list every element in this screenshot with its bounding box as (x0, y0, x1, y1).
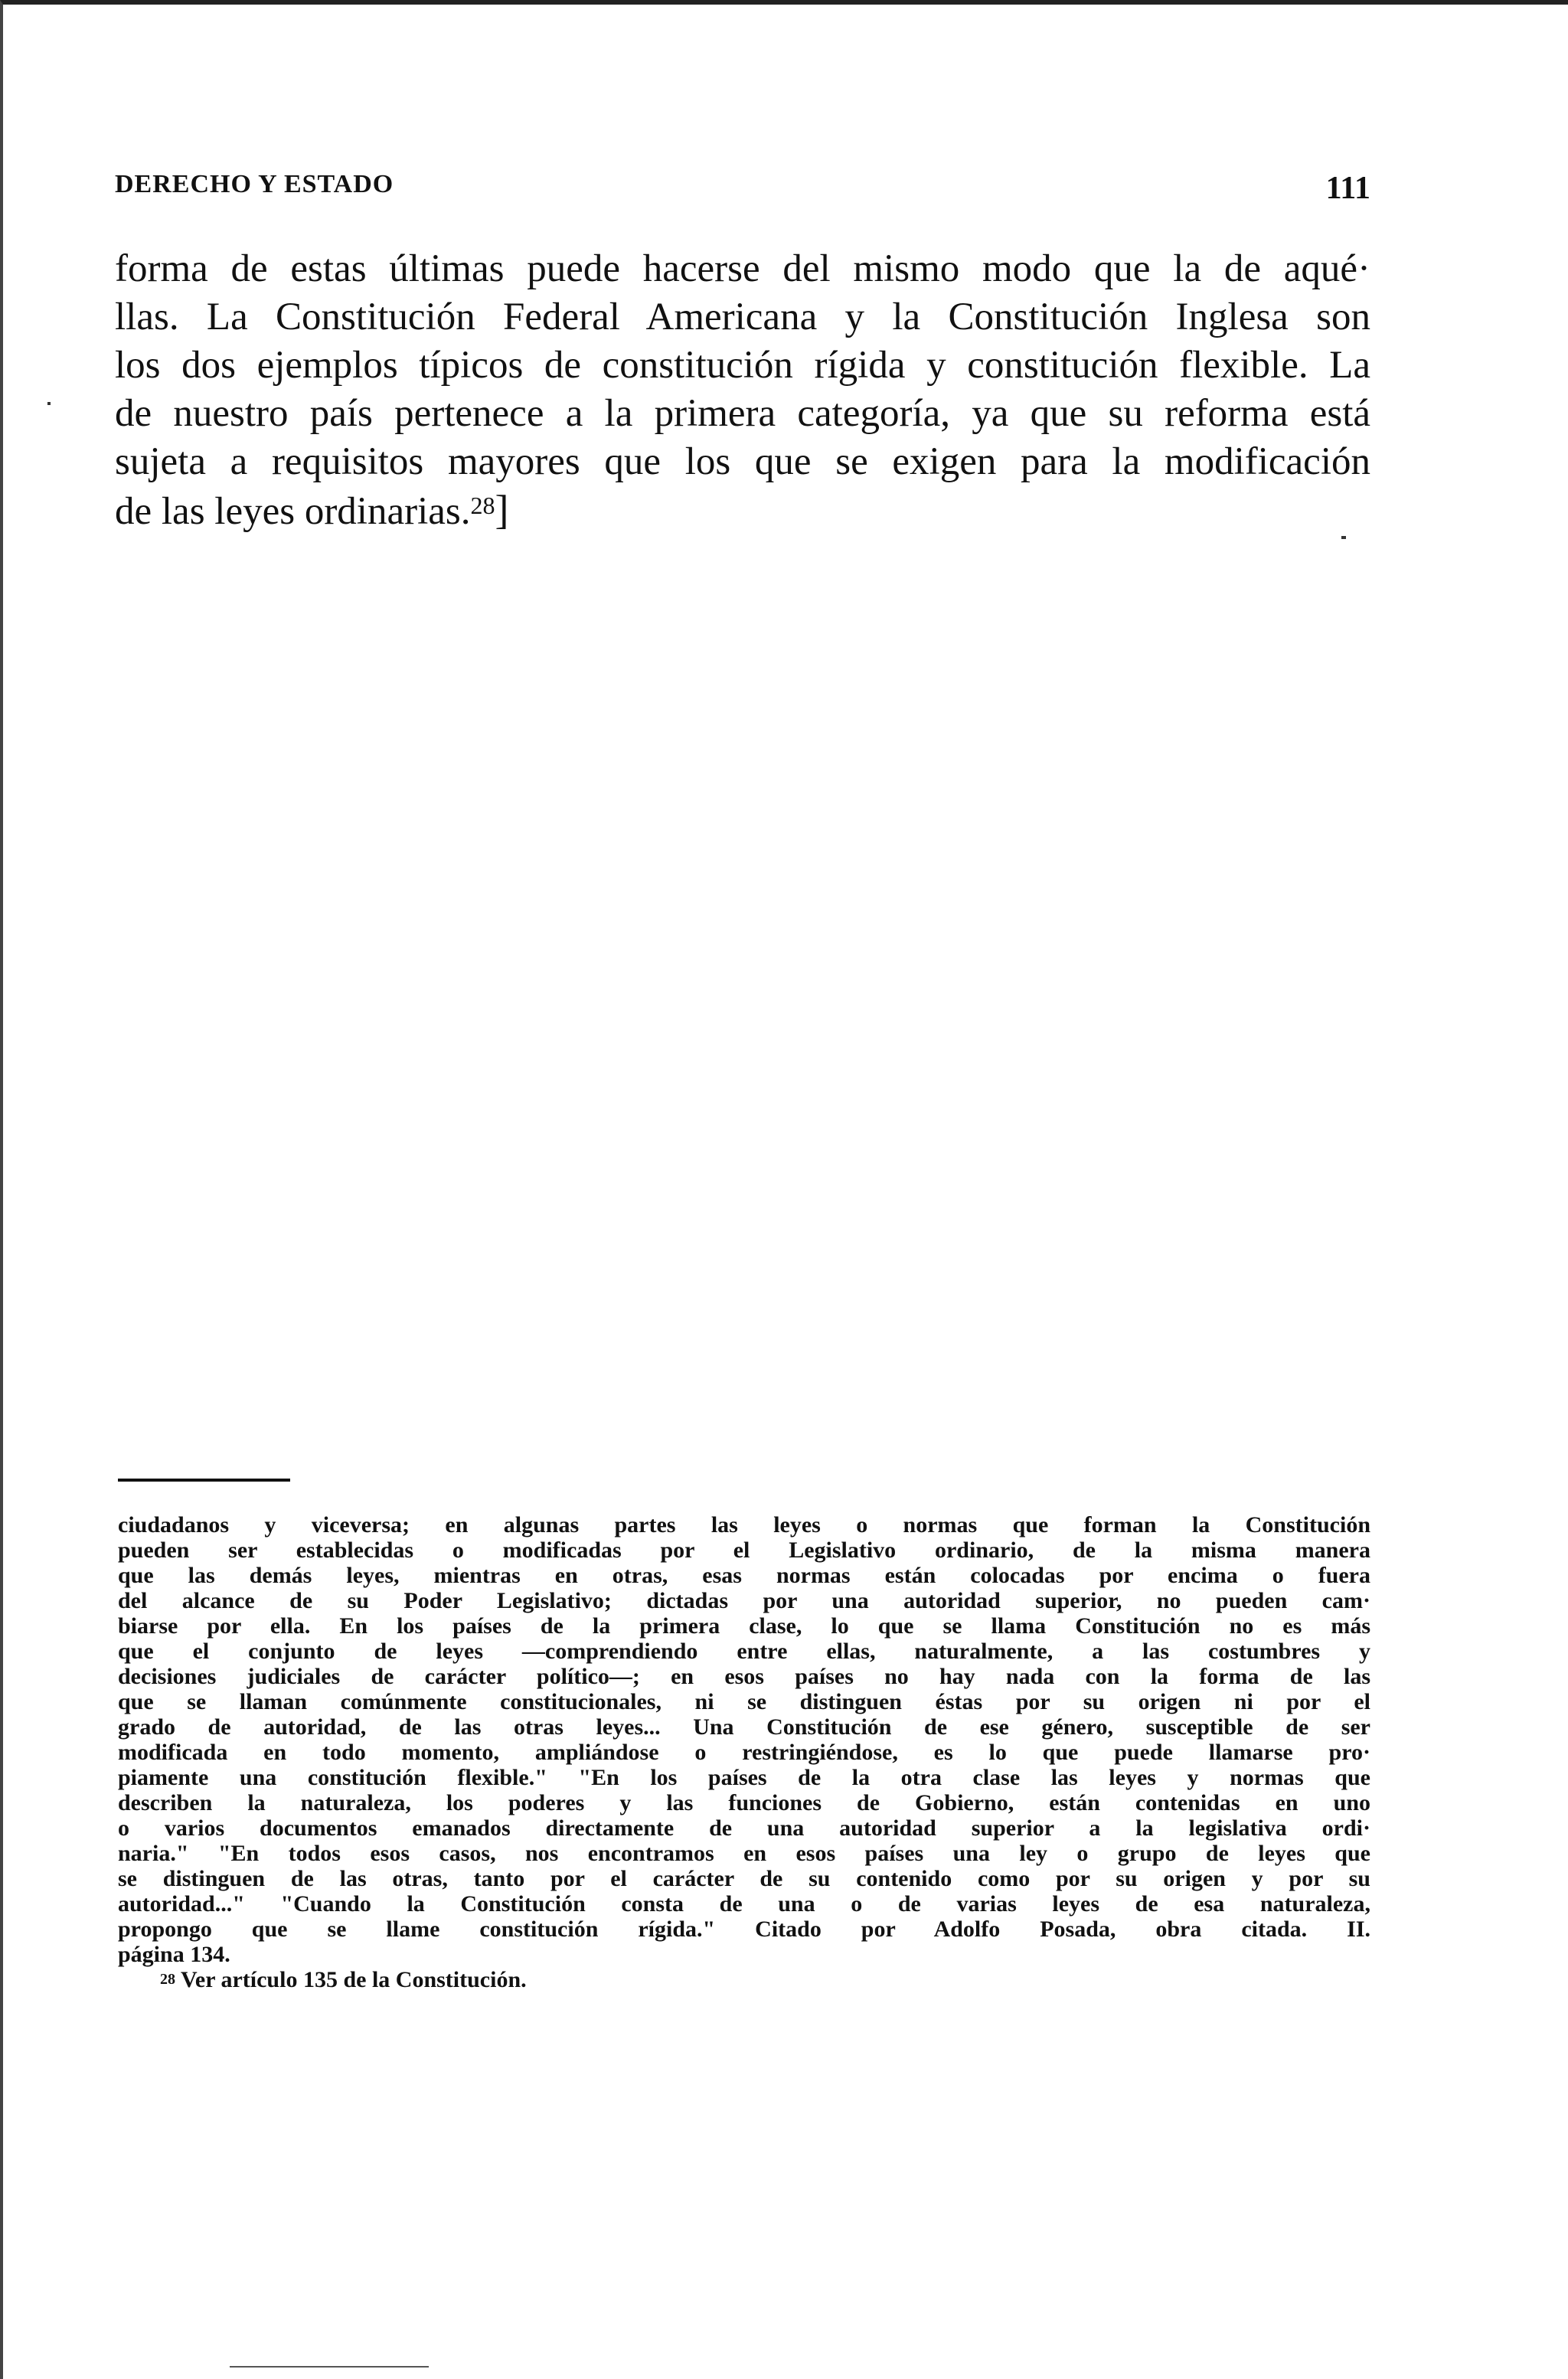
footnote-line: grado de autoridad, de las otras leyes... Una Constitución de ese género, susceptible de ser (118, 1714, 1370, 1740)
footnote-line: propongo que se llame constitución rígida." Citado por Adolfo Posada, obra citada. II. (118, 1917, 1370, 1942)
body-line: forma de estas últimas puede hacerse del mismo modo que la de aqué· (115, 247, 1370, 290)
footnote-line: del alcance de su Poder Legislativo; dictadas por una autoridad superior, no pueden cam· (118, 1588, 1370, 1613)
footnote-28-text: Ver artículo 135 de la Constitución. (180, 1967, 527, 1992)
footnote-line: piamente una constitución flexible." "En los países de la otra clase las leyes y normas que (118, 1765, 1370, 1790)
body-last-line (115, 486, 1370, 536)
body-line: sujeta a requisitos mayores que los que se exigen para la modificación (115, 440, 1370, 483)
scan-edge-mark (230, 2366, 429, 2368)
footnote-line: que el conjunto de leyes —comprendiendo entre ellas, naturalmente, a las costumbres y (118, 1639, 1370, 1664)
footnote-line: autoridad..." "Cuando la Constitución consta de una o de varias leyes de esa naturaleza, (118, 1891, 1370, 1917)
footnotes-block (118, 1512, 1370, 1992)
footnote-line: modificada en todo momento, ampliándose o restringiéndose, es lo que puede llamarse pro· (118, 1740, 1370, 1765)
footnote-28 (118, 1967, 1370, 1992)
body-line: los dos ejemplos típicos de constitución rígida y constitución flexible. La (115, 344, 1370, 387)
footnote-reference-28[interactable]: 28 (470, 492, 495, 519)
footnote-line: decisiones judiciales de carácter político—; en esos países no hay nada con la forma de las (118, 1664, 1370, 1689)
footnote-line: página 134. (118, 1942, 230, 1967)
footnote-line: o varios documentos emanados directamente de una autoridad superior a la legislativa ordi· (118, 1815, 1370, 1841)
running-head: DERECHO Y ESTADO (115, 170, 394, 198)
footnote-separator-rule (118, 1479, 290, 1482)
body-line-text: de las leyes ordinarias. (115, 490, 471, 533)
scan-speck (1341, 536, 1346, 539)
footnote-line: que las demás leyes, mientras en otras, esas normas están colocadas por encima o fuera (118, 1563, 1370, 1588)
body-paragraph (115, 245, 1370, 536)
footnote-line: que se llaman comúnmente constitucionales, ni se distinguen éstas por su origen ni por el (118, 1689, 1370, 1714)
handwritten-bracket-mark: ] (495, 487, 509, 533)
scan-speck (47, 402, 51, 405)
footnote-28-mark: 28 (160, 1971, 175, 1988)
page-number: 111 (1325, 171, 1370, 206)
body-line: llas. La Constitución Federal Americana y la Constitución Inglesa son (115, 296, 1370, 338)
footnote-line: describen la naturaleza, los poderes y las funciones de Gobierno, están contenidas en uno (118, 1790, 1370, 1815)
footnote-line: biarse por ella. En los países de la primera clase, lo que se llama Constitución no es más (118, 1613, 1370, 1639)
footnote-line: pueden ser establecidas o modificadas por el Legislativo ordinario, de la misma manera (118, 1538, 1370, 1563)
footnote-line: naria." "En todos esos casos, nos encontramos en esos países una ley o grupo de leyes que (118, 1841, 1370, 1866)
footnote-line: ciudadanos y viceversa; en algunas partes las leyes o normas que forman la Constitución (118, 1512, 1370, 1538)
footnote-line: se distinguen de las otras, tanto por el carácter de su contenido como por su origen y por su (118, 1866, 1370, 1891)
body-line: de nuestro país pertenece a la primera categoría, ya que su reforma está (115, 392, 1370, 435)
